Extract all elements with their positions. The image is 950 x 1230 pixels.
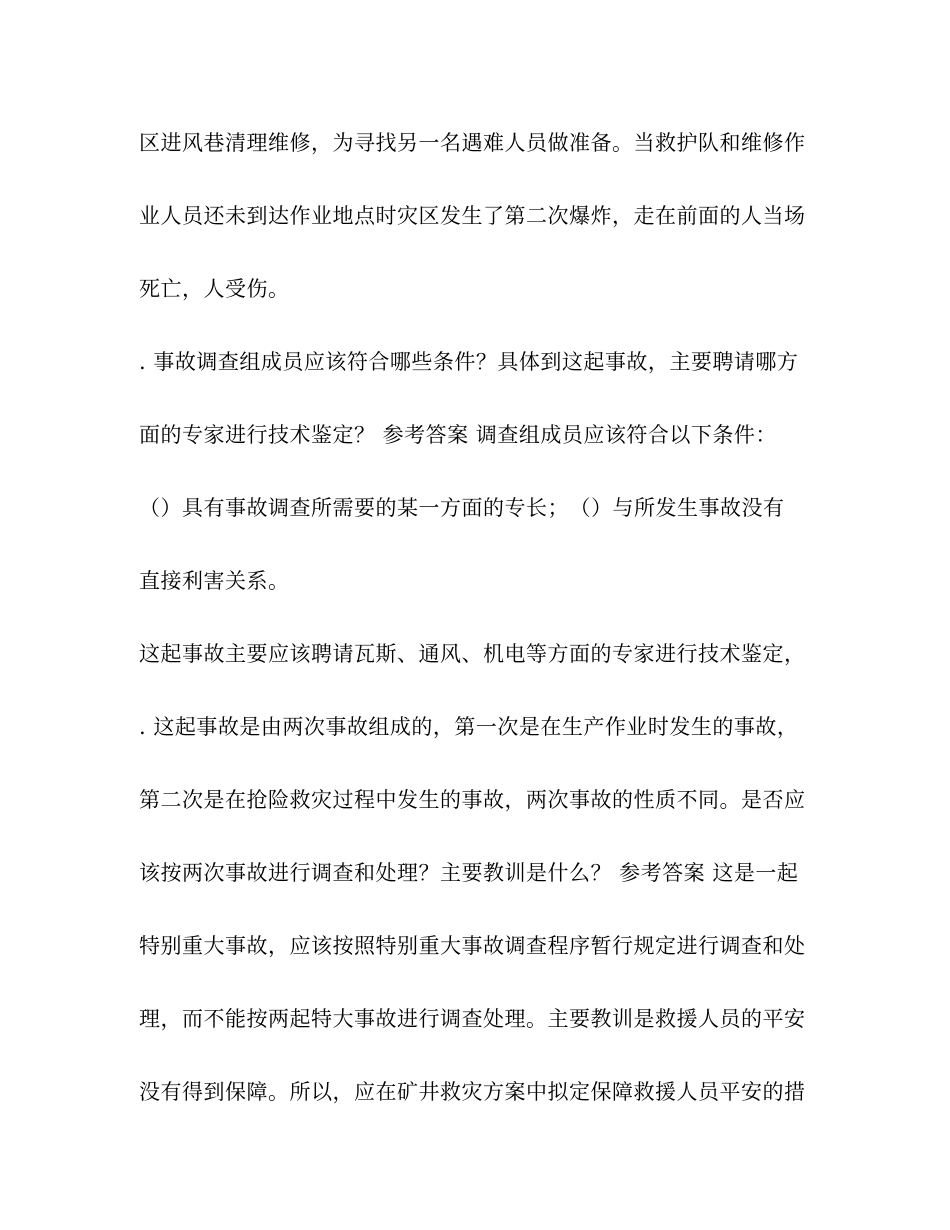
question-line: . 这起事故是由两次事故组成的，第一次是在生产作业时发生的事故， [139,715,799,739]
text-line: 理，而不能按两起特大事故进行调查处理。主要教训是救援人员的平安 [139,1007,806,1031]
text-line: 该按两次事故进行调查和处理？主要教训是什么？ 参考答案 这是一起 [139,861,799,885]
text-line: （）具有事故调查所需要的某一方面的专长； （）与所发生事故没有 [139,496,785,520]
text-line: 直接利害关系。 [139,569,290,593]
text-line: 业人员还未到达作业地点时灾区发生了第二次爆炸，走在前面的人当场 [139,204,806,228]
text-line: 这起事故主要应该聘请瓦斯、通风、机电等方面的专家进行技术鉴定， [139,642,806,666]
text-line: 面的专家进行技术鉴定？ 参考答案 调查组成员应该符合以下条件： [139,423,777,447]
text-line: 第二次是在抢险救灾过程中发生的事故，两次事故的性质不同。是否应 [139,788,806,812]
text-line: 没有得到保障。所以，应在矿井救灾方案中拟定保障救援人员平安的措 [139,1080,806,1104]
text-line: 死亡，人受伤。 [139,277,290,301]
text-line: 特别重大事故，应该按照特别重大事故调查程序暂行规定进行调查和处 [139,934,806,958]
question-line: . 事故调查组成员应该符合哪些条件？具体到这起事故，主要聘请哪方 [139,350,799,374]
text-line: 区进风巷清理维修，为寻找另一名遇难人员做准备。当救护队和维修作 [139,131,806,155]
